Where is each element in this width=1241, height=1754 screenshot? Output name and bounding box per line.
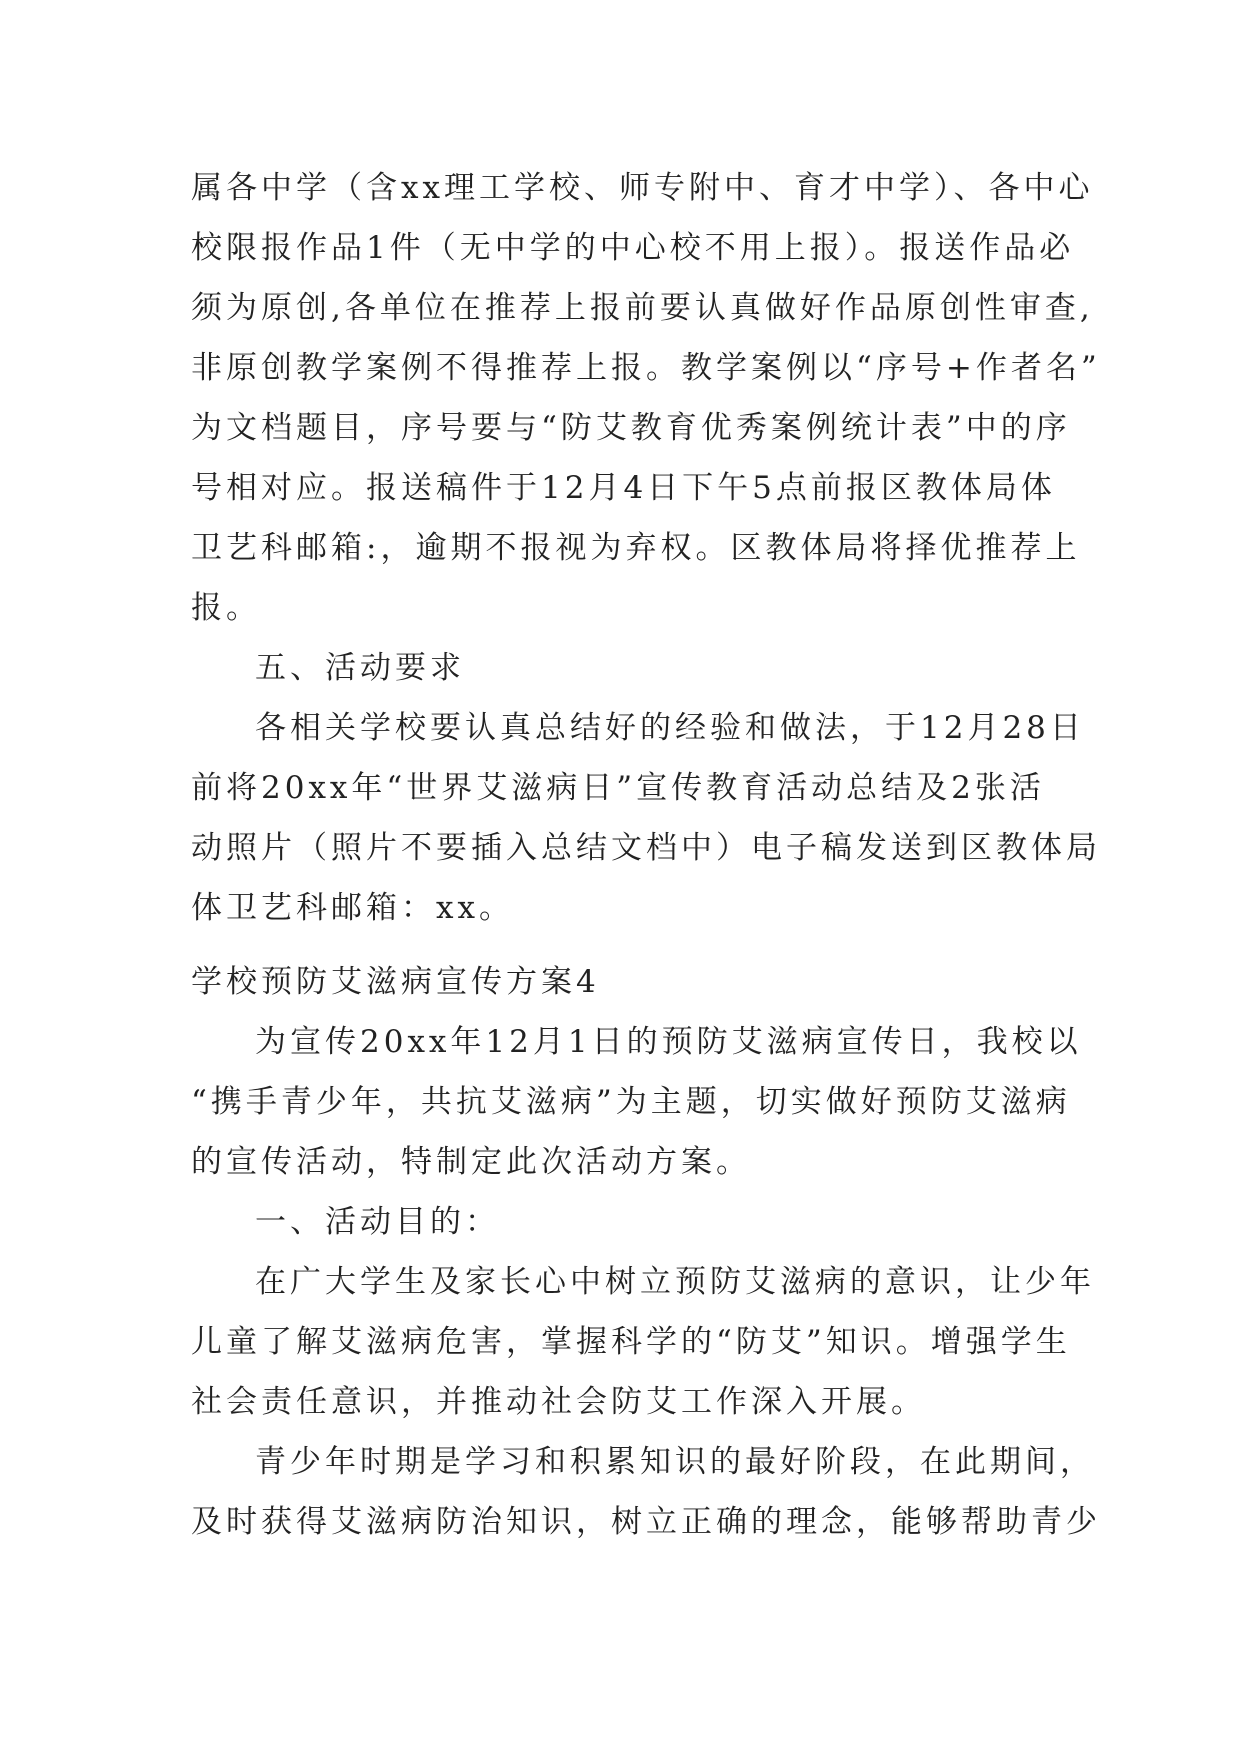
text-line: 在广大学生及家长心中树立预防艾滋病的意识，让少年 [255, 1264, 1095, 1300]
text-line: 及时获得艾滋病防治知识，树立正确的理念，能够帮助青少 [191, 1504, 1101, 1540]
section-title: 学校预防艾滋病宣传方案4 [191, 964, 600, 1000]
section-plan-4 [191, 952, 1101, 1552]
paragraph-submission-rules [191, 158, 1101, 638]
text-line: 卫艺科邮箱:，逾期不报视为弃权。区教体局将择优推荐上 [191, 530, 1081, 566]
paragraph-activity-requirements [191, 698, 1101, 938]
text-line: 体卫艺科邮箱：xx。 [191, 890, 514, 926]
text-line: 号相对应。报送稿件于12月4日下午5点前报区教体局体 [191, 470, 1056, 506]
text-line: 报。 [191, 590, 261, 626]
paragraph-youth-period [191, 1432, 1101, 1552]
section-submission-and-requirements [191, 158, 1101, 938]
paragraph-intro [191, 1012, 1091, 1192]
text-line: 校限报作品1件（无中学的中心校不用上报）。报送作品必 [191, 230, 1075, 266]
text-line: 的宣传活动，特制定此次活动方案。 [191, 1144, 751, 1180]
text-line: 非原创教学案例不得推荐上报。教学案例以“序号+作者名” [191, 350, 1101, 386]
text-line: 为宣传20xx年12月1日的预防艾滋病宣传日，我校以 [255, 1024, 1082, 1060]
text-line: 儿童了解艾滋病危害，掌握科学的“防艾”知识。增强学生 [191, 1324, 1071, 1360]
text-line: 动照片（照片不要插入总结文档中）电子稿发送到区教体局 [191, 830, 1101, 866]
text-line: 各相关学校要认真总结好的经验和做法，于12月28日 [255, 710, 1085, 746]
heading-activity-requirements: 五、活动要求 [255, 650, 465, 686]
paragraph-purpose [191, 1252, 1095, 1432]
text-line: 须为原创,各单位在推荐上报前要认真做好作品原创性审查, [191, 290, 1094, 326]
heading-activity-purpose: 一、活动目的： [255, 1204, 500, 1240]
text-line: 前将20xx年“世界艾滋病日”宣传教育活动总结及2张活 [191, 770, 1045, 806]
text-line: 社会责任意识，并推动社会防艾工作深入开展。 [191, 1384, 926, 1420]
text-line: 为文档题目，序号要与“防艾教育优秀案例统计表”中的序 [191, 410, 1071, 446]
text-line: “携手青少年，共抗艾滋病”为主题，切实做好预防艾滋病 [191, 1084, 1071, 1120]
text-line: 青少年时期是学习和积累知识的最好阶段，在此期间， [255, 1444, 1095, 1480]
text-line: 属各中学（含xx理工学校、师专附中、育才中学）、各中心 [191, 170, 1094, 206]
